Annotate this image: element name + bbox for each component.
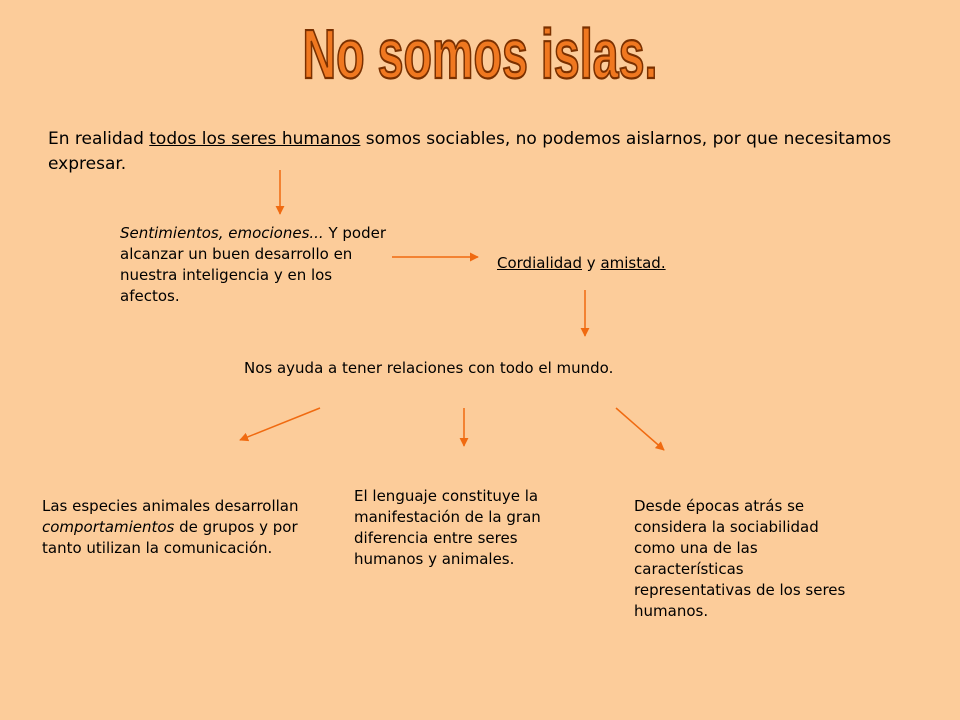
intro-after: somos sociables, no podemos aislarnos, por que necesitamos expresar.	[48, 129, 892, 174]
intro-before: En realidad	[48, 129, 150, 149]
amistad-word: amistad.	[600, 254, 666, 272]
sentimientos-rest: Y poder alcanzar un buen desarrollo en nuestra inteligencia y en los afectos.	[120, 224, 387, 305]
title-text: No somos islas.	[302, 15, 658, 93]
cordialidad-word: Cordialidad	[497, 254, 583, 272]
node-epocas: Desde épocas atrás se considera la sociabilidad como una de las características representativas de los seres humanos.	[634, 497, 846, 620]
arrow-relaciones-to-especies	[240, 408, 320, 440]
node-lenguaje: El lenguaje constituye la manifestación de la gran diferencia entre seres humanos y animales.	[354, 487, 541, 568]
especies-before: Las especies animales desarrollan	[42, 497, 299, 515]
arrow-relaciones-to-epocas	[616, 408, 664, 450]
especies-italic: comportamientos	[42, 518, 175, 536]
intro-underlined: todos los seres humanos	[149, 129, 361, 149]
especies-after: de grupos y por tanto utilizan la comunicación.	[42, 518, 298, 557]
cordialidad-joiner: y	[582, 254, 601, 272]
node-relaciones: Nos ayuda a tener relaciones con todo el mundo.	[244, 359, 614, 377]
sentimientos-italic: Sentimientos, emociones...	[120, 224, 324, 242]
